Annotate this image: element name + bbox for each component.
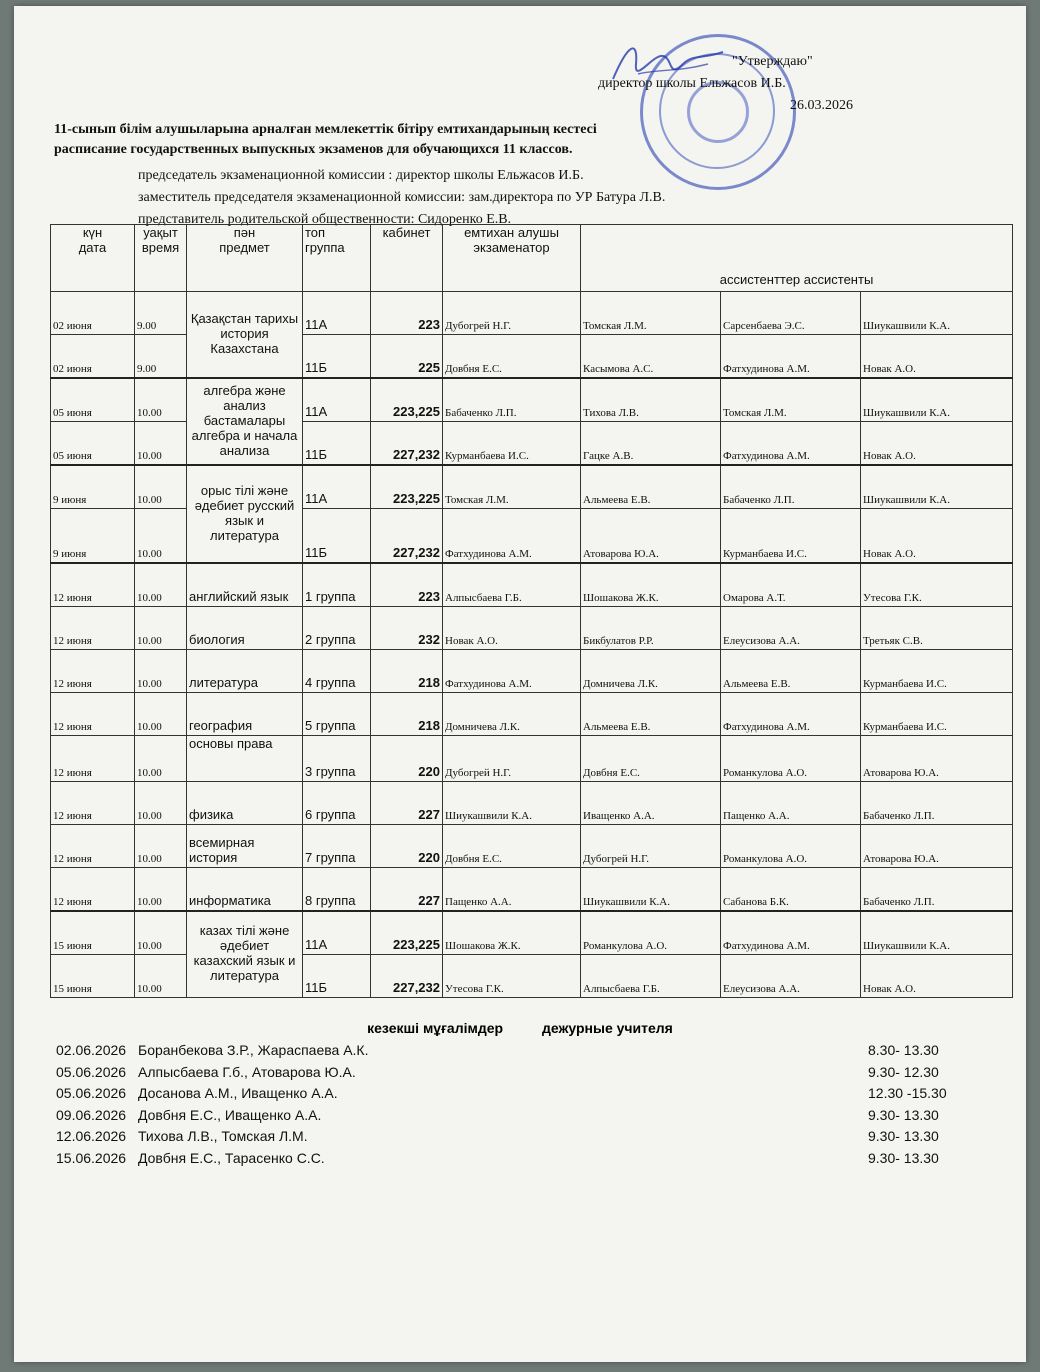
table-row: 12 июня 10.00 физика 6 группа 227 Шиукашвили К.А. Иващенко А.А. Пащенко А.А. Бабаченко Л.П.: [51, 781, 1013, 824]
approve-label: "Утверждаю": [732, 54, 813, 69]
title-russian: расписание государственных выпускных экзаменов для обучающихся 11 классов.: [54, 142, 573, 157]
table-row: 05 июня 10.00 алгебра және анализ бастамалары алгебра и начала анализа 11А 223,225 Бабаченко Л.П. Тихова Л.В. Томская Л.М. Шиукашвили К.А.: [51, 378, 1013, 422]
list-item: 12.06.2026 Тихова Л.В., Томская Л.М. 9.30- 13.30: [56, 1128, 939, 1144]
subject-russian: орыс тілі және әдебиет русский язык и литература: [187, 465, 303, 563]
subject-english: английский язык: [187, 563, 303, 607]
subject-physics: физика: [187, 781, 303, 824]
subject-algebra: алгебра және анализ бастамалары алгебра и начала анализа: [187, 378, 303, 465]
subject-law: основы права: [187, 735, 303, 781]
header-date: күн дата: [51, 225, 135, 292]
subject-biology: биология: [187, 606, 303, 649]
subject-literature: литература: [187, 649, 303, 692]
duty-teachers-list: [56, 1042, 976, 1171]
table-row: 12 июня 10.00 литература 4 группа 218 Фатхудинова А.М. Домничева Л.К. Альмеева Е.В. Курманбаева И.С.: [51, 649, 1013, 692]
table-row: 02 июня 9.00 11Б 225 Довбня Е.С. Касымова А.С. Фатхудинова А.М. Новак А.О.: [51, 335, 1013, 379]
table-row: 05 июня 10.00 11Б 227,232 Курманбаева И.С. Гацке А.В. Фатхудинова А.М. Новак А.О.: [51, 422, 1013, 466]
header-room: кабинет: [371, 225, 443, 292]
table-row: 12 июня 10.00 биология 2 группа 232 Новак А.О. Бикбулатов Р.Р. Елеусизова А.А. Третьяк С.В.: [51, 606, 1013, 649]
table-row: 12 июня 10.00 всемирная история 7 группа 220 Довбня Е.С. Дубогрей Н.Г. Романкулова А.О. Атоварова Ю.А.: [51, 824, 1013, 867]
subject-world-history: всемирная история: [187, 824, 303, 867]
header-subject: пән предмет: [187, 225, 303, 292]
header-group: топ группа: [303, 225, 371, 292]
subject-history: Қазақстан тарихы история Казахстана: [187, 292, 303, 379]
table-row: 12 июня 10.00 информатика 8 группа 227 Пащенко А.А. Шиукашвили К.А. Сабанова Б.К. Бабаченко Л.П.: [51, 867, 1013, 911]
subject-geography: география: [187, 692, 303, 735]
header-time: уақыт время: [135, 225, 187, 292]
commission-deputy: заместитель председателя экзаменационной комиссии: зам.директора по УР Батура Л.В.: [138, 190, 666, 205]
table-row: 15 июня 10.00 казах тілі және әдебиет казахский язык и литература 11А 223,225 Шошакова Ж.К. Романкулова А.О. Фатхудинова А.М. Шиукашвили К.А.: [51, 911, 1013, 955]
document-page: [14, 6, 1026, 1362]
table-header-row: [51, 225, 1013, 292]
list-item: 05.06.2026 Досанова А.М., Иващенко А.А. 12.30 -15.30: [56, 1085, 947, 1101]
subject-informatics: информатика: [187, 867, 303, 911]
table-row: 12 июня 10.00 основы права 3 группа 220 Дубогрей Н.Г. Довбня Е.С. Романкулова А.О. Атоварова Ю.А.: [51, 735, 1013, 781]
duty-teachers-title: кезекші мұғалімдер дежурные учителя: [367, 1020, 673, 1036]
exam-schedule-table: [50, 224, 1013, 998]
title-kazakh: 11-сынып білім алушыларына арналған мемлекеттік бітіру емтихандарының кестесі: [54, 122, 597, 137]
table-row: 15 июня 10.00 11Б 227,232 Утесова Г.К. Алпысбаева Г.Б. Елеусизова А.А. Новак А.О.: [51, 954, 1013, 997]
table-row: 12 июня 10.00 география 5 группа 218 Домничева Л.К. Альмеева Е.В. Фатхудинова А.М. Курманбаева И.С.: [51, 692, 1013, 735]
commission-parent-rep: представитель родительской общественности: Сидоренко Е.В.: [138, 212, 512, 227]
list-item: 02.06.2026 Боранбекова З.Р., Жараспаева А.К. 8.30- 13.30: [56, 1042, 939, 1058]
header-examiner: емтихан алушы экзаменатор: [443, 225, 581, 292]
table-row: 9 июня 10.00 орыс тілі және әдебиет русский язык и литература 11А 223,225 Томская Л.М. Альмеева Е.В. Бабаченко Л.П. Шиукашвили К.А.: [51, 465, 1013, 509]
approval-date: 26.03.2026: [790, 98, 853, 113]
subject-kazakh: казах тілі және әдебиет казахский язык и литература: [187, 911, 303, 998]
table-row: 02 июня 9.00 Қазақстан тарихы история Казахстана 11А 223 Дубогрей Н.Г. Томская Л.М. Сарсенбаева Э.С. Шиукашвили К.А.: [51, 292, 1013, 335]
table-row: 12 июня 10.00 английский язык 1 группа 223 Алпысбаева Г.Б. Шошакова Ж.К. Омарова А.Т. Утесова Г.К.: [51, 563, 1013, 607]
commission-chair: председатель экзаменационной комиссии : директор школы Ельжасов И.Б.: [138, 168, 584, 183]
list-item: 09.06.2026 Довбня Е.С., Иващенко А.А. 9.30- 13.30: [56, 1106, 939, 1123]
table-row: 9 июня 10.00 11Б 227,232 Фатхудинова А.М. Атоварова Ю.А. Курманбаева И.С. Новак А.О.: [51, 509, 1013, 563]
list-item: 05.06.2026 Алпысбаева Г.б., Атоварова Ю.А. 9.30- 12.30: [56, 1063, 939, 1080]
director-line: директор школы Ельжасов И.Б.: [598, 76, 786, 91]
list-item: 15.06.2026 Довбня Е.С., Тарасенко С.С. 9.30- 13.30: [56, 1149, 939, 1166]
header-assistants: ассистенттер ассистенты: [581, 225, 1013, 292]
